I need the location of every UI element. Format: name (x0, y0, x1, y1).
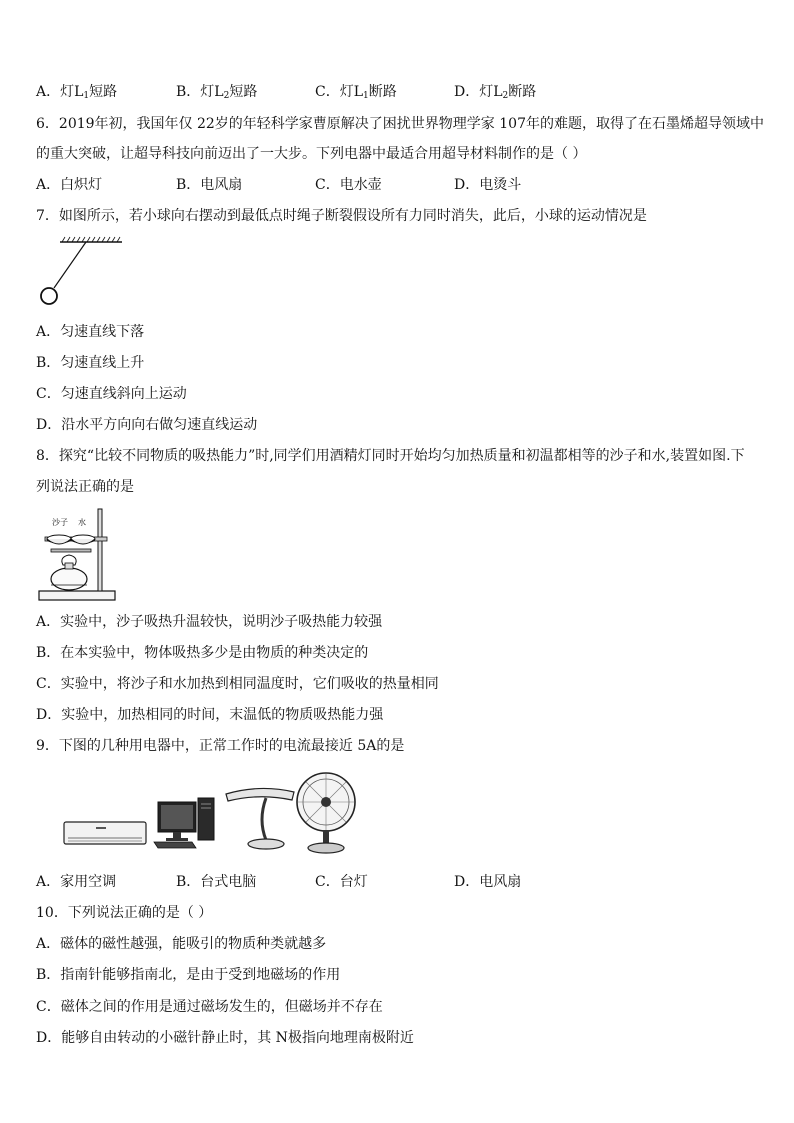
desktop-computer-image (154, 798, 214, 848)
q5-option-b: B．灯$L_2$短路 (176, 84, 258, 101)
q6-option-c: C．电水壶 (315, 177, 382, 193)
q9-option-b: B．台式电脑 (176, 874, 257, 890)
q9-option-a: A．家用空调 (36, 874, 117, 890)
q10-option-c: C．磁体之间的作用是通过磁场发生的，但磁场并不存在 (36, 999, 383, 1015)
figure-label-water: 水 (78, 518, 86, 527)
q7-stem: 7．如图所示，若小球向右摆动到最低点时绳子断裂假设所有力同时消失，此后，小球的运动情况是 (36, 208, 647, 224)
q5-option-c: C．灯$L_1$断路 (315, 84, 397, 101)
q6-stem-line2: 的重大突破，让超导科技向前迈出了一大步。下列电器中最适合用超导材料制作的是（ ） (36, 146, 587, 162)
q10-stem: 10．下列说法正确的是（ ） (36, 905, 213, 921)
q10-option-b: B．指南针能够指南北，是由于受到地磁场的作用 (36, 967, 341, 983)
q8-stem-line2: 列说法正确的是 (36, 479, 134, 495)
q8-option-c: C．实验中，将沙子和水加热到相同温度时，它们吸收的热量相同 (36, 676, 439, 692)
q5-option-d: D．灯$L_2$断路 (454, 84, 537, 101)
pendulum-figure (36, 236, 128, 310)
q10-option-a: A．磁体的磁性越强，能吸引的物质种类就越多 (36, 936, 327, 952)
q8-stem-line1: 8．探究“比较不同物质的吸热能力”时,同学们用酒精灯同时开始均匀加热质量和初温都相等的沙子和水,装置如图.下 (36, 448, 745, 464)
q6-option-b: B．电风扇 (176, 177, 243, 193)
q6-option-d: D．电烫斗 (454, 177, 522, 193)
q5-option-a: A．灯$L_1$短路 (36, 84, 118, 101)
q6-stem-line1: 6．2019年初，我国年仅 22岁的年轻科学家曹原解决了困扰世界物理学家 107年的难题，取得了在石墨烯超导领域中 (36, 116, 764, 132)
q8-option-d: D．实验中，加热相同的时间，末温低的物质吸热能力强 (36, 707, 384, 723)
appliances-figure (62, 768, 360, 856)
desk-lamp-image (226, 788, 294, 849)
q7-option-b: B．匀速直线上升 (36, 355, 145, 371)
q6-option-a: A．白炽灯 (36, 177, 103, 193)
q8-option-a: A．实验中，沙子吸热升温较快，说明沙子吸热能力较强 (36, 614, 383, 630)
q9-option-c: C．台灯 (315, 874, 368, 890)
heating-apparatus-figure (37, 505, 117, 603)
q7-option-c: C．匀速直线斜向上运动 (36, 386, 187, 402)
q7-option-d: D．沿水平方向向右做匀速直线运动 (36, 417, 258, 433)
q9-option-d: D．电风扇 (454, 874, 522, 890)
electric-fan-image (297, 773, 355, 853)
q9-stem: 9．下图的几种用电器中，正常工作时的电流最接近 5A的是 (36, 738, 405, 754)
q10-option-d: D．能够自由转动的小磁针静止时，其 N极指向地理南极附近 (36, 1030, 414, 1046)
air-conditioner-image (64, 822, 146, 844)
q8-option-b: B．在本实验中，物体吸热多少是由物质的种类决定的 (36, 645, 369, 661)
q7-option-a: A．匀速直线下落 (36, 324, 145, 340)
figure-label-sand: 沙子 (52, 518, 68, 527)
